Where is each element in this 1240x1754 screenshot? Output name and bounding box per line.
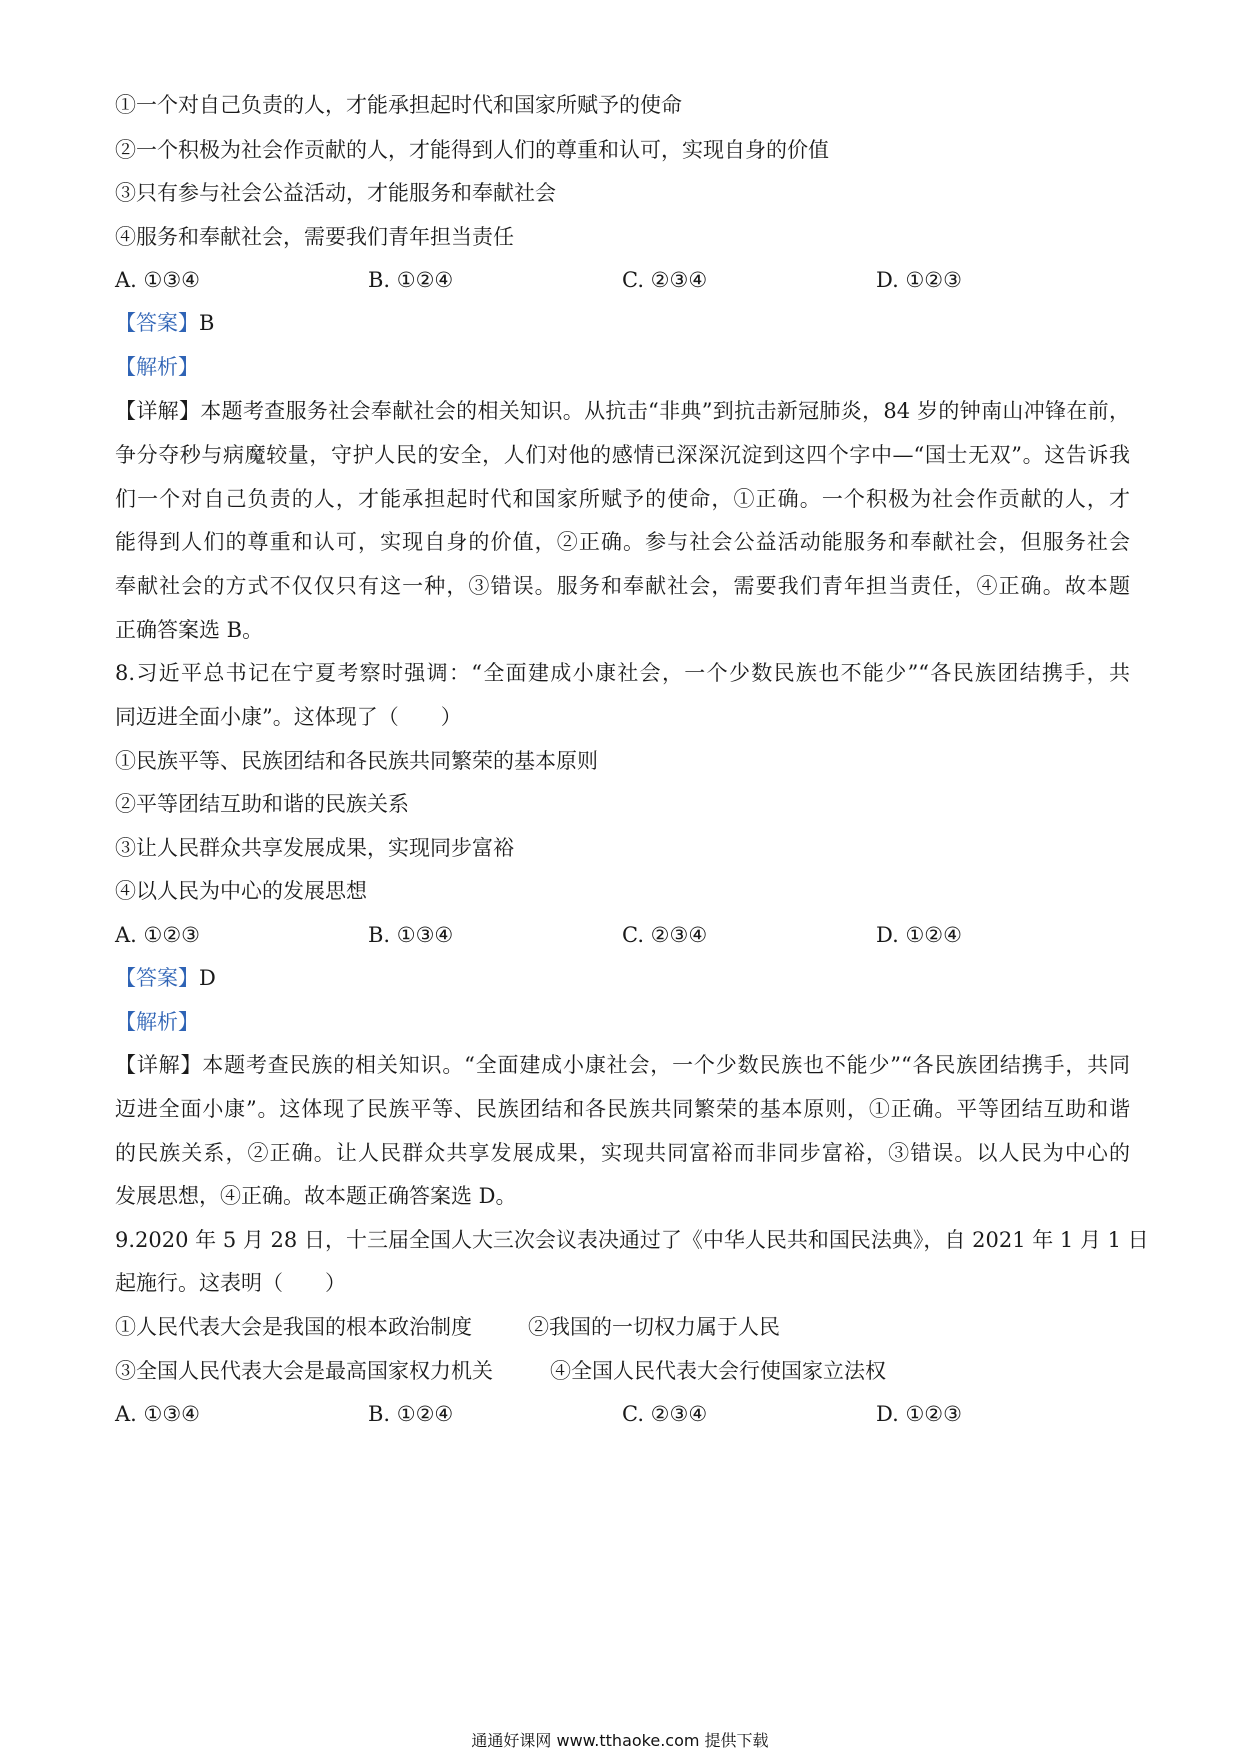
analysis-label: 【解析】 <box>115 355 199 379</box>
q8-choice-a: A. ①②③ <box>115 923 200 947</box>
q9-option-2: ②我国的一切权力属于人民 <box>528 1315 780 1339</box>
answer-value: D <box>199 966 216 990</box>
q9-choice-a: A. ①③④ <box>115 1402 200 1426</box>
answer-label: 【答案】 <box>115 311 199 335</box>
q8-choice-b: B. ①③④ <box>368 923 454 947</box>
q8-choice-d: D. ①②④ <box>876 923 962 947</box>
q7-analysis <box>115 352 1130 382</box>
q8-detail-line: 【详解】本题考查民族的相关知识。“全面建成小康社会，一个少数民族也不能少”“各民族团结携手，共同 <box>115 1053 1130 1077</box>
q7-detail-line: 们一个对自己负责的人，才能承担起时代和国家所赋予的使命，①正确。一个积极为社会作贡献的人，才 <box>115 487 1130 511</box>
q7-option-4: ④服务和奉献社会，需要我们青年担当责任 <box>115 225 514 249</box>
q8-detail-line: 的民族关系，②正确。让人民群众共享发展成果，实现共同富裕而非同步富裕，③错误。以人民为中心的 <box>115 1141 1130 1165</box>
q9-stem: 起施行。这表明（ ） <box>115 1271 346 1295</box>
q8-option-3: ③让人民群众共享发展成果，实现同步富裕 <box>115 836 514 860</box>
q7-detail-line: 争分夺秒与病魔较量，守护人民的安全，人们对他的感情已深深沉淀到这四个字中—“国士无双”。这告诉我 <box>115 443 1130 467</box>
detail-label: 【详解】 <box>115 399 201 423</box>
q9-choice-d: D. ①②③ <box>876 1402 962 1426</box>
q7-answer <box>115 308 1130 338</box>
q8-detail-line: 迈进全面小康”。这体现了民族平等、民族团结和各民族共同繁荣的基本原则，①正确。平等团结互助和谐 <box>115 1097 1130 1121</box>
q7-detail-line: 【详解】本题考查服务社会奉献社会的相关知识。从抗击“非典”到抗击新冠肺炎，84 岁的钟南山冲锋在前， <box>115 399 1130 423</box>
q9-option-1: ①人民代表大会是我国的根本政治制度 <box>115 1315 472 1339</box>
answer-value: B <box>199 311 215 335</box>
q7-option-3: ③只有参与社会公益活动，才能服务和奉献社会 <box>115 181 556 205</box>
q9-option-3: ③全国人民代表大会是最高国家权力机关 <box>115 1359 493 1383</box>
detail-label: 【详解】 <box>115 1053 203 1077</box>
q7-choice-d: D. ①②③ <box>876 268 962 292</box>
q7-detail-line: 能得到人们的尊重和认可，实现自身的价值，②正确。参与社会公益活动能服务和奉献社会，但服务社会 <box>115 530 1130 554</box>
q9-stem: 9.2020 年 5 月 28 日，十三届全国人大三次会议表决通过了《中华人民共和国民法典》，自 2021 年 1 月 1 日 <box>115 1228 1149 1252</box>
q8-stem: 同迈进全面小康”。这体现了（ ） <box>115 705 462 729</box>
q7-detail-line: 正确答案选 B。 <box>115 618 264 642</box>
q7-detail-line: 奉献社会的方式不仅仅只有这一种，③错误。服务和奉献社会，需要我们青年担当责任，④正确。故本题 <box>115 574 1130 598</box>
q8-option-1: ①民族平等、民族团结和各民族共同繁荣的基本原则 <box>115 749 598 773</box>
q8-analysis <box>115 1007 1130 1037</box>
q7-choice-b: B. ①②④ <box>368 268 454 292</box>
q8-stem: 8.习近平总书记在宁夏考察时强调：“全面建成小康社会，一个少数民族也不能少”“各民族团结携手，共 <box>115 661 1130 685</box>
q8-answer <box>115 963 1130 993</box>
q8-option-4: ④以人民为中心的发展思想 <box>115 879 367 903</box>
q7-choice-c: C. ②③④ <box>622 268 708 292</box>
q8-choice-c: C. ②③④ <box>622 923 708 947</box>
q8-detail-line: 发展思想，④正确。故本题正确答案选 D。 <box>115 1184 517 1208</box>
page-footer: 通通好课网 www.tthaoke.com 提供下载 <box>471 1731 769 1750</box>
q9-choice-c: C. ②③④ <box>622 1402 708 1426</box>
q7-option-1: ①一个对自己负责的人，才能承担起时代和国家所赋予的使命 <box>115 93 682 117</box>
q7-option-2: ②一个积极为社会作贡献的人，才能得到人们的尊重和认可，实现自身的价值 <box>115 138 829 162</box>
q8-option-2: ②平等团结互助和谐的民族关系 <box>115 792 409 816</box>
answer-label: 【答案】 <box>115 966 199 990</box>
q9-option-4: ④全国人民代表大会行使国家立法权 <box>550 1359 886 1383</box>
q7-choice-a: A. ①③④ <box>115 268 200 292</box>
analysis-label: 【解析】 <box>115 1010 199 1034</box>
q9-choice-b: B. ①②④ <box>368 1402 454 1426</box>
